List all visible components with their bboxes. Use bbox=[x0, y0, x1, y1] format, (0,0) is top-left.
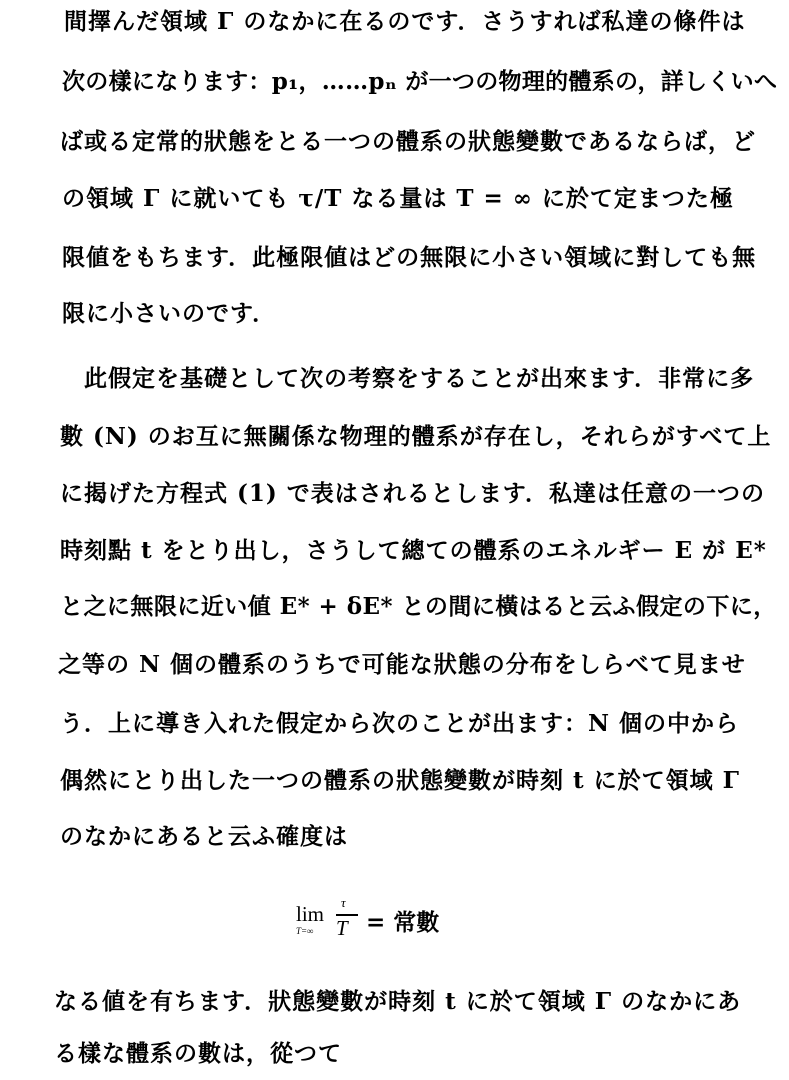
text-line-3: ば或る定常的狀態をとる一つの體系の狀態變數であるならば，ど bbox=[60, 128, 756, 155]
formula-denominator: T bbox=[336, 916, 348, 940]
text-line-8: 數 (N) のお互に無關係な物理的體系が存在し，それらがすべて上 bbox=[60, 423, 772, 450]
text-line-9: に揭げた方程式 (1) で表はされるとします．私達は任意の一つの bbox=[60, 480, 765, 507]
text-line-5: 限値をもちます．此極限値はどの無限に小さい領域に對しても無 bbox=[62, 244, 757, 271]
text-line-17: る樣な體系の數は，從つて bbox=[54, 1040, 342, 1067]
formula-lim-subscript: T=∞ bbox=[296, 926, 314, 936]
text-line-16: なる値を有ちます．狀態變數が時刻 t に於て領域 Γ のなかにあ bbox=[54, 988, 742, 1015]
formula-rhs: = 常數 bbox=[366, 909, 440, 936]
text-line-12: 之等の N 個の體系のうちで可能な狀態の分布をしらべて見ませ bbox=[58, 651, 746, 678]
text-line-4: の領域 Γ に就いても τ/T なる量は T = ∞ に於て定まつた極 bbox=[62, 185, 734, 212]
text-line-13: う．上に導き入れた假定から次のことが出ます：N 個の中から bbox=[60, 710, 740, 737]
text-line-15: のなかにあると云ふ確度は bbox=[60, 823, 348, 850]
text-line-1: 間擇んだ領域 Γ のなかに在るのです．さうすれば私達の條件は bbox=[64, 8, 746, 35]
text-line-11: と之に無限に近い値 E* + δE* との間に橫はると云ふ假定の下に， bbox=[60, 593, 777, 620]
text-line-7: 此假定を基礎として次の考察をすることが出來ます．非常に多 bbox=[84, 365, 755, 392]
formula-numerator: τ bbox=[341, 895, 346, 910]
formula-lim: lim bbox=[296, 902, 325, 926]
text-line-6: 限に小さいのです． bbox=[62, 300, 277, 327]
text-line-10: 時刻點 t をとり出し，さうして總ての體系のエネルギー E が E* bbox=[60, 537, 767, 564]
text-line-2: 次の樣になります：p₁，……pₙ が一つの物理的體系の，詳しくいへ bbox=[62, 68, 778, 95]
text-line-14: 偶然にとり出した一つの體系の狀態變數が時刻 t に於て領域 Γ bbox=[60, 767, 740, 794]
